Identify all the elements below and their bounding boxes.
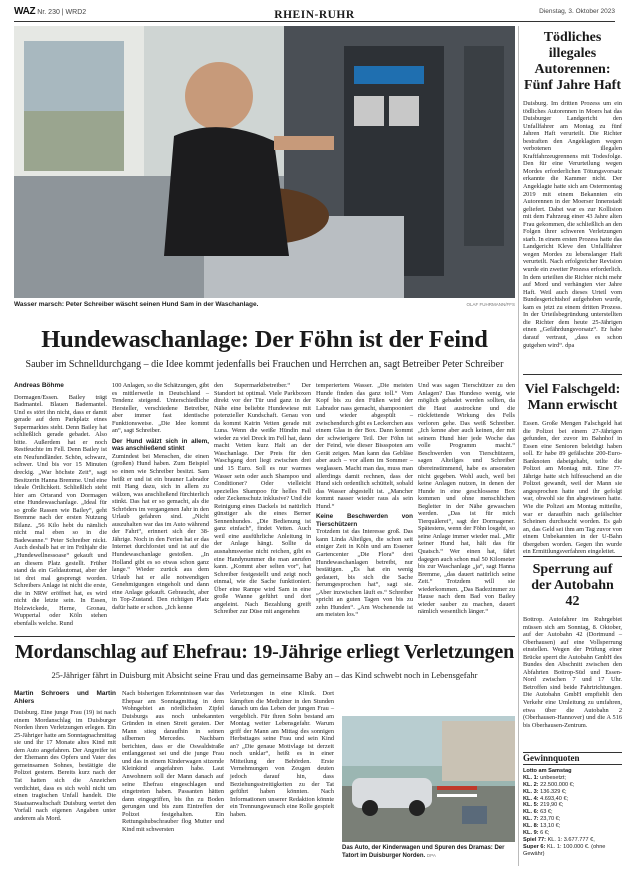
intertitle: Keine Beschwerden von Tierschützern bbox=[316, 513, 413, 528]
article-column-4 bbox=[316, 382, 413, 630]
sidebar-article-autobahn bbox=[523, 562, 622, 748]
lotto-class: KL. 4: bbox=[523, 795, 539, 802]
lotto-value: 23,70 €; bbox=[540, 816, 561, 823]
sidebar-body: Bottrop. Autofahrer im Ruhrgebiet müssen sich am Sonntag, 8. Oktober, auf der Autobahn 42 (Dortmund – Oberhausen) auf eine Vollsperrung einstellen. Wegen der Prüfung einer Brücke sperrt die Autobahn GmbH des Bundes den Abschnitt zwischen den Abfahrten Bottrop-Süd und Essen-Nord zwischen 7 und 17 Uhr. Betroffen sind beide Fahrtrichtungen. Die Autobahn GmbH empfiehlt den Verkehr eine Umleitung zu umfahren, etwa über die Autobahn 2 (Oberhausen-Hannover) und die A 516 bis Oberhausen-Zentrum. bbox=[523, 616, 622, 729]
lotto-row bbox=[523, 802, 622, 809]
article-column-5 bbox=[418, 382, 515, 630]
lotto-value: KL. 1: 100.000 €. (ohne Gewähr) bbox=[523, 843, 606, 857]
lotto-rows bbox=[523, 775, 622, 858]
column-text: Zumindest bei Menschen, die einen (großen) Hund haben. Zum Beispiel so einen wie Schreiber besitzt. Sam heißt er und ist ein brauner Labrador mit Hang dazu, sich in allem zu wälzen, was anschließend fürchterlich stinkt. Das hat er so gemacht, als die Schröders im vergangenen Jahr in den Urlaub gefahren sind. „Nicht auszuhalten war das im Auto während der Fahrt“, erinnert sich der 38-Jährige. Noch in den Ferien hat er das Internet durchforstet und ist auf die Hundewaschanlage gestoßen. „In Holland gibt es so etwas schon ganz lange.“ Wieder zurück aus dem Urlaub hat er alle notwendigen Genehmigungen eingeholt und dann eine Anlage gekauft. Gebraucht, aber in Top-Zustand. Den richtigen Platz dafür hatte er schon. „Ich kenne bbox=[112, 452, 209, 611]
column-text: temperiertem Wasser. „Die meisten Hunde finden das ganz toll.“ Vom Kopf bis zu den Füßen wird der Labrador nass gemacht, shampooniert und wieder abgespült – zwischendurch gibt es Leckerchen aus einem Glas in der Box. Dann kommt der schwierigere Teil. Der Föhn ist der Feind, wie dieser Bissspoten am Gerät zeigen. Man kann das Gebläse aber auch – vor allem im Sommer – weglassen. Macht man das, muss man allerdings damit rechnen, dass der Hund sich ordentlich schüttelt, sobald das Wasser abgestellt ist. „Mancher kommt nasser wieder raus als sein Hund.“ bbox=[316, 382, 413, 510]
caption-text: Das Auto, der Kinderwagen und Spuren des Dramas: Der Tatort im Duisburger Norden. bbox=[342, 845, 505, 859]
main-headline: Hundewaschanlage: Der Föhn ist der Feind bbox=[41, 326, 488, 353]
story2-column-2 bbox=[122, 690, 224, 868]
crime-scene-photo bbox=[342, 716, 515, 842]
lotto-class: KL. 8: bbox=[523, 823, 539, 830]
article-column-3 bbox=[214, 382, 311, 630]
lotto-value: 13,10 €; bbox=[540, 823, 561, 830]
sidebar-body: Essen. Große Mengen Falschgeld hat die Polizei bei einem 27-Jährigen gefunden, der zuvor im Bahnhof in Essen eine Senioren beleidigt haben soll. Er habe 89 gefälschte 200-Euro-Banknoten dabeigehabt, teilte die Polizei am Montag mit. Eine 77-Jährige hatte sich hilfesuchend an die Polizei gewandt, weil der Mann sie angesprochen hatte und ihr gefolgt war, obwohl sie ihn abgewiesen hatte. Wie die Polizei am Montag mitteilte, war er daraufhin nach gefälschter Scheinen durchsucht worden. Es gab an, das Geld sei ihm am Tag zuvor von einem Unbekannten in der U-Bahn übergeben worden. Gegen ihn wurde ein Ermittlungsverfahren eingeleitet. bbox=[523, 420, 622, 556]
lotto-row bbox=[523, 782, 622, 789]
lotto-row bbox=[523, 809, 622, 816]
sidebar-article-counterfeit bbox=[523, 382, 622, 556]
sidebar-divider bbox=[518, 26, 519, 866]
lotto-row bbox=[523, 775, 622, 782]
lotto-class: KL. 1: bbox=[523, 774, 539, 781]
sidebar-rule bbox=[523, 556, 622, 557]
lotto-value: KL. 1: 3.677.777 €, bbox=[547, 836, 595, 843]
article-column-2 bbox=[112, 382, 209, 630]
dog-wash-illustration bbox=[14, 26, 515, 298]
article-column-1 bbox=[14, 382, 107, 630]
sidebar-article-racing bbox=[523, 30, 622, 368]
column-text: 100 Anlagen, so die Schätzungen, gibt es mittlerweile in Deutschland – Tendenz steigend. Unterschiedliche Hersteller, verschiedene Betreiber, aber immer fast identische Funktionsweise. „Die Idee kommt an“, sagt Schreiber. bbox=[112, 382, 209, 435]
story-divider bbox=[14, 636, 515, 637]
sidebar-rule bbox=[523, 374, 622, 375]
lotto-class: KL. 7: bbox=[523, 816, 539, 823]
second-subline: 25-Jähriger fährt in Duisburg mit Absicht seine Frau und das gemeinsame Baby an – das Kind schwebt noch in Lebensgefahr bbox=[51, 670, 478, 680]
lotto-row bbox=[523, 789, 622, 796]
column-text: Verletzungen in eine Klinik. Dort kämpften die Mediziner in den Stunden danach um das Leben der jungen Frau – vergeblich. Für ihren Sohn bestand am Montag weiter Lebensgefahr. Warum griff der Mann am Mittag des sonnigen Herbsttages seine Frau und sein Kind an? „Die genaue Motivlage ist derzeit noch unklar“, heißt es in einer Mitteilung der Behörden. Erste Vernehmungen von Zeugen deuten jedoch darauf hin, dass Beziehungsstreitigkeiten zu der Tat geführt haben könnten. Nach Informationen unserer Redaktion könnte ein Trennungswunsch eine Rolle gespielt haben. bbox=[230, 690, 334, 818]
author-name: Martin Schroers und Martin Ahlers bbox=[14, 690, 116, 705]
crime-photo-caption bbox=[342, 845, 515, 860]
lotto-value: unbesetzt; bbox=[540, 774, 566, 781]
photo-caption bbox=[14, 301, 515, 308]
column-text: Trotzdem ist das Interesse groß. Das kann Linda Alteilges, die schon seit einiger Zeit in Köln und am Essener Gartencenter „Die Flora“ drei Hundewaschanlagen betreibt, nur bestätigen. „Es hat ein wenig gedauert, bis sich die Sache herumgesprochen hat“, sagt sie. „Aber inzwischen läuft es.“ Schreiber spricht an guten Tagen von bis zu zehn Hunden“. „Am Wochenende ist am meisten los.“ bbox=[316, 528, 413, 619]
lotto-class: KL. 5: bbox=[523, 802, 539, 809]
photo-credit: DPA bbox=[426, 853, 436, 858]
crime-scene-illustration bbox=[342, 716, 515, 842]
lotto-value: 22.500.000 €; bbox=[540, 781, 575, 788]
intertitle: Der Hund wälzt sich in allem, was anschließend stinkt bbox=[112, 437, 209, 453]
lotto-row bbox=[523, 823, 622, 830]
story2-column-3 bbox=[230, 690, 334, 868]
lotto-class: KL. 2: bbox=[523, 781, 539, 788]
lotto-row bbox=[523, 796, 622, 803]
sidebar-body: Duisburg. Im dritten Prozess um ein tödliches Autorennen in Moers hat das Duisburger Landgericht den Unfallfahrer am Montag zu fünf Jahren Haft verurteilt. Die Richter bestraften den Angeklagten wegen verbotenen illegalen Kraftfahrzeugrennens mit Todesfolge. Den für eine Verurteilung wegen Mordes erforderlichen Tötungsvorsatz erkannte die Kammer nicht. Der Angeklagte hatte sich am Ostermontag 2019 mit einem Bekannten ein Autorennen in der Moerser Innenstadt geliefert. Dabei war es zur Kollision mit dem Fahrzeug einer 43 Jahre alten Frau gekommen, die schließlich an den Folgen ihrer schweren Verletzungen starb. In einem ersten Prozess hatte das Landgericht Kleve den Unfallfahrer wegen Mordes zu lebenslanger Haft verurteilt. Nach erfolgreicher Revision wurde ein zweiter Prozess erforderlich. In dem urteilten die Richter nicht mehr auf Mord und verhängten vier Jahre Haft. Weil auch dieses Urteil vom Bundesgerichtshof aufgehoben wurde, kam es jetzt zu einem dritten Prozess. In der Urteilsbegründung unterstellten die Richter dem heute 25-Jährigen einen „Gefährdungsvorsatz“. Er habe darauf vertraut, „dass es schon gutgehen wird“. dpa bbox=[523, 100, 622, 349]
sidebar-headline: Viel Falschgeld: Mann erwischt bbox=[524, 382, 621, 413]
edition-info: Nr. 230 | WRD2 bbox=[37, 9, 87, 16]
lotto-subtitle: Lotto am Samstag bbox=[523, 767, 572, 774]
column-text: Duisburg. Eine junge Frau (19) ist nach einem Mordanschlag im Duisburger Norden ihren Verletzungen erlegen. Ein 25-Jähriger hatte am Sonntagnachmittag sie und ihr 17 Monate altes Kind mit dem Auto angefahren. Der Angreifer ist der Ehemann des Opfers und Vater des gemeinsamen Sohnes, bestätigte die Polizei gestern. Bereits kurz nach der Tat hatten sich die Anzeichen verdichtet, dass es sich wohl nicht um einen tragischen Unfall handelt. Die Staatsanwaltschaft Duisburg wertet den Vorfall nach eigenen Angaben unter anderem als Mord. bbox=[14, 709, 116, 822]
caption-text: Wasser marsch: Peter Schreiber wäscht seinen Hund Sam in der Waschanlage. bbox=[14, 301, 259, 308]
lotto-title: Gewinnquoten bbox=[523, 752, 622, 765]
column-text: Und was sagen Tierschützer zu den Anlagen? Das Hundeso wenig, wie möglich gebadet werden sollten, da die Haut austrockne und die rückfettende Wirkung des Fells verloren gehe. Das weiß Schreiber. „Ich kenne aber auch keinen, der mit seinem Hund hier jede Woche das volle Programm macht.“ Beschwerden von Tierschützern, sagen Alteilges und Schreiber übereinstimmend, habe es ansonsten nicht gegeben. Wohl auch, weil bei keine Anlagen nutzen, in denen der Hunde in eine geschlossene Box kommen und ohne menschlichen Begleiter in der Nähe gewaschen werden. „Das ist für mich Tierquälerei“, sagt der Dormagener. Spätestens, wenn der Föhn losgeht, so seine Anlage immer wieder mal. „Mir keiner Hund hat, hält das für Quatsch.“ Wer einen hat, fährt dagegen auch schon mal 50 Kilometer bis zur Waschanlage „ja“, sagt Hanna Bremme, „das dauert natürlich seine Zeit.“ Trotzdem will sie wiederkommen. „Das Badezimmer zu Hause nach dem Bad von Bailey wieder sauber zu machen, dauert nämlich wesentlich länger.“ bbox=[418, 382, 515, 616]
second-headline: Mordanschlag auf Ehefrau: 19-Jährige erliegt Verletzungen bbox=[14, 641, 515, 663]
lotto-class: KL. 3: bbox=[523, 788, 539, 795]
lotto-row bbox=[523, 837, 622, 844]
author-name: Andreas Böhme bbox=[14, 382, 64, 389]
photo-credit: OLAF FUHRMANN/FFS bbox=[466, 302, 515, 307]
section-title: RHEIN-RUHR bbox=[274, 9, 355, 21]
lotto-value: 219,90 €; bbox=[540, 802, 564, 809]
lotto-row bbox=[523, 830, 622, 837]
main-subline: Sauber im Schnelldurchgang – die Idee kommt jedenfalls bei Frauchen und Herrchen an, sagt Betreiber Peter Schreiber bbox=[25, 359, 504, 370]
issue-date: Dienstag, 3. Oktober 2023 bbox=[539, 8, 615, 15]
lotto-class: KL. 9: bbox=[523, 830, 539, 837]
lotto-value: 136.329 €; bbox=[540, 788, 567, 795]
story2-column-1 bbox=[14, 690, 116, 868]
lotto-row bbox=[523, 844, 622, 858]
header-rule bbox=[14, 21, 615, 22]
lotto-value: 4.693,40 €; bbox=[540, 795, 569, 802]
lotto-class: Spiel 77: bbox=[523, 836, 547, 843]
lotto-value: 6 €; bbox=[540, 830, 550, 837]
column-text: Nach bisherigen Erkenntnissen war das Ehepaar am Sonntagmittag in dem Wohngebiet an nördlichsten Zipfel Duisburgs aus noch unbekannten Gründen in einen Streit geraten. Der Mann stieg daraufhin in seinen silbernen Mercedes. Nachbarn berichten, dass er die Oswaldstraße entlanggerast sei und die junge Frau und das in einem Kinderwagen sitzende Kleinkind angefahren habe. Laut Anwohnern soll der Mann danach auf seine Ehefrau eingeschlagen und eingetreten haben. Passanten hätten dann eingegriffen, bis ihn zu Boden gerungen und bis zum Eintreffen der Polizei festgehalten. Ein Rettungshubschrauber flog Mutter und Kind mit schwersten bbox=[122, 690, 224, 833]
dog-wash-photo bbox=[14, 26, 515, 298]
sidebar-headline: Sperrung auf der Autobahn 42 bbox=[531, 562, 614, 609]
lotto-value: 63 €; bbox=[540, 809, 553, 816]
lotto-class: Super 6: bbox=[523, 843, 546, 850]
lotto-box bbox=[523, 752, 622, 858]
sidebar-headline: Tödliches illegales Autorennen: Fünf Jahre Haft bbox=[524, 30, 621, 93]
column-text: Dormagen/Essen. Bailey trägt Badmantel. Blauen Bademantel. Und es stört ihn nicht, dass er damit gerade auf dem Parkplatz eines Supermarktes steht. Denn Bailey hat schließlich gerade gebadet. Also bitte. Außerdem hat er noch Restfeuchte im Fell. Denn Bailey ist ein Neufundländer. Schön, schwarz, schwer. Und bis vor 15 Minuten dreckig. „War höchste Zeit“, sagt Besitzerin Hanna Bremme. Und eine ideale Örtlichkeit. Schließlich steht hier am Ortsrand von Dormagen eine Hundewaschanlage. „Ideal für so große Rassen wie Bailey“, geht Bremme nach der ersten Nutzung Bilanz. „56 Kilo hebt du nämlich nicht mal eben so in die Badewanne.“ Peter Schreiber nickt. Auch deshalb hat er im Frühjahr die „Hundewellnessoase“ gekauft und an diesem Platz gestellt. Früher stand da ein Geldautomat, aber der ist drei mal gesprengt worden. Schreibers Anlage ist nicht die erste, die in NRW eröffnet hat, es wird nicht die letzte sein. In Essen, Holzwickede, Herne, Gronau, Wuppertal oder Köln stehen ebenfalls welche. Rund bbox=[14, 393, 107, 627]
column-text: den Supermarktbetreiber.“ Der Standort ist optimal. Viele Parkboxen direkt vor der Tür und ganz in der Nähe eine beliebte Hundewiese mit potenzieller Kundschaft. Genau von da kommt Katrin Vetten gerade mit Luna. Wenn die weiße Hündin mal wieder zu viel Dreck im Fell hat, dann macht Vetten kurz Halt an der Waschanlage. Der Preis für den Waschgang dort liegt zwischen drei und 15 Euro. Soll es nur warmes Wasser sein oder auch Shampoo und Conditioner? Oder vielleicht spezielles Shampoo für helles Fell oder Zeckenschutz inklusive? Und die Reinigung eines Dackels ist natürlich günstiger als die eines Berner Sennenhundes. „Die Bedienung ist ganz einfach“, findet Vetten. Auch weil eine ausführliche Anleitung in der Anlage hängt. Sollte da ausnahmsweise nicht reichen, gibt es eine Handynummer die man anrufen kann. „Kommt aber selten vor“, hat Schreiber festgestellt und zeigt noch einmal, wie die Sache funktioniert. Über eine Rampe wird Sam in eine große Wanne geführt und dort angeleint. Nach Bezahlung greift Schreiber zur Düse mit angenehm bbox=[214, 382, 311, 616]
lotto-class: KL. 6: bbox=[523, 809, 539, 816]
brand-logo: WAZ bbox=[14, 6, 36, 17]
lotto-row bbox=[523, 816, 622, 823]
